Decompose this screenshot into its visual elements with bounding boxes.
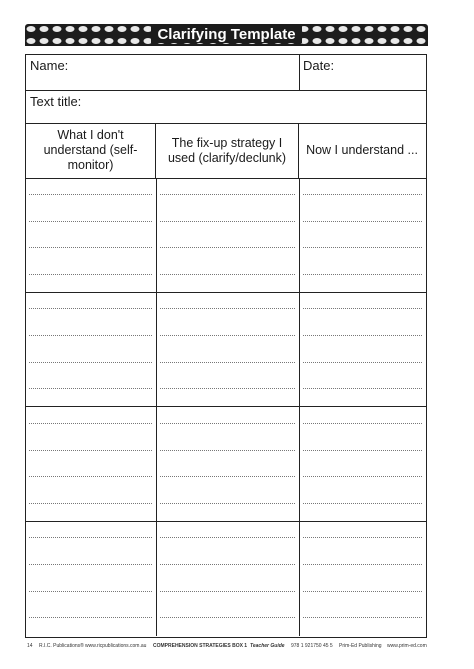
writing-line: [29, 362, 152, 363]
footer-website-2: www.prim-ed.com: [387, 643, 427, 649]
title-banner: [25, 24, 428, 46]
writing-line: [29, 537, 152, 538]
date-label: Date:: [303, 58, 335, 73]
writing-line: [160, 362, 295, 363]
writing-line: [303, 476, 422, 477]
writing-line: [29, 221, 152, 222]
writing-line: [160, 274, 295, 275]
writing-line: [29, 388, 152, 389]
writing-line: [160, 617, 295, 618]
writing-line: [303, 274, 422, 275]
writing-line: [160, 476, 295, 477]
column-header-row: [26, 123, 426, 179]
date-field[interactable]: [299, 55, 425, 90]
writing-line: [303, 423, 422, 424]
name-field[interactable]: [26, 55, 300, 90]
writing-line: [160, 221, 295, 222]
writing-line: [29, 194, 152, 195]
writing-line: [29, 450, 152, 451]
writing-line: [29, 247, 152, 248]
footer-series: COMPREHENSION STRATEGIES BOX 1: [153, 643, 248, 649]
writing-line: [29, 476, 152, 477]
writing-line: [160, 564, 295, 565]
footer-publisher: R.I.C. Publications®: [39, 643, 84, 649]
writing-line: [303, 194, 422, 195]
name-date-row: [26, 55, 426, 91]
writing-line: [303, 503, 422, 504]
writing-line: [160, 335, 295, 336]
writing-line: [303, 450, 422, 451]
writing-line: [303, 308, 422, 309]
writing-line: [303, 537, 422, 538]
writing-line: [303, 335, 422, 336]
writing-line: [160, 308, 295, 309]
writing-line: [160, 503, 295, 504]
writing-line: [29, 274, 152, 275]
writing-line: [29, 308, 152, 309]
clarifying-form: [25, 54, 427, 638]
writing-line: [160, 423, 295, 424]
column-header-dont-understand: What I don't understand (self-monitor): [26, 123, 156, 178]
writing-line: [160, 388, 295, 389]
name-label: Name:: [30, 58, 69, 73]
writing-line: [303, 221, 422, 222]
writing-line: [160, 591, 295, 592]
text-title-label: Text title:: [30, 94, 82, 109]
response-section[interactable]: [26, 293, 426, 408]
writing-line: [29, 335, 152, 336]
writing-line: [303, 564, 422, 565]
writing-line: [160, 450, 295, 451]
writing-line: [160, 247, 295, 248]
page-title: Clarifying Template: [151, 26, 301, 43]
writing-line: [303, 362, 422, 363]
footer-page-number: 14: [27, 643, 33, 649]
response-section[interactable]: [26, 178, 426, 293]
writing-line: [303, 247, 422, 248]
response-section[interactable]: [26, 522, 426, 637]
column-header-fix-up-strategy: The fix-up strategy I used (clarify/declunk): [156, 123, 299, 178]
response-section[interactable]: [26, 407, 426, 522]
footer-isbn: 978 1 921750 45 5: [291, 643, 333, 649]
page-footer: [25, 642, 428, 652]
writing-line: [29, 564, 152, 565]
writing-line: [303, 591, 422, 592]
footer-copyright: Prim-Ed Publishing: [339, 643, 382, 649]
writing-line: [160, 537, 295, 538]
footer-website: www.ricpublications.com.au: [85, 643, 147, 649]
writing-line: [303, 617, 422, 618]
writing-line: [29, 503, 152, 504]
writing-area[interactable]: [26, 178, 426, 636]
footer-guide: Teacher Guide: [250, 643, 285, 649]
writing-line: [303, 388, 422, 389]
text-title-field[interactable]: [26, 90, 426, 124]
writing-line: [29, 591, 152, 592]
writing-line: [29, 617, 152, 618]
column-header-now-understand: Now I understand ...: [306, 143, 418, 157]
writing-line: [160, 194, 295, 195]
writing-line: [29, 423, 152, 424]
